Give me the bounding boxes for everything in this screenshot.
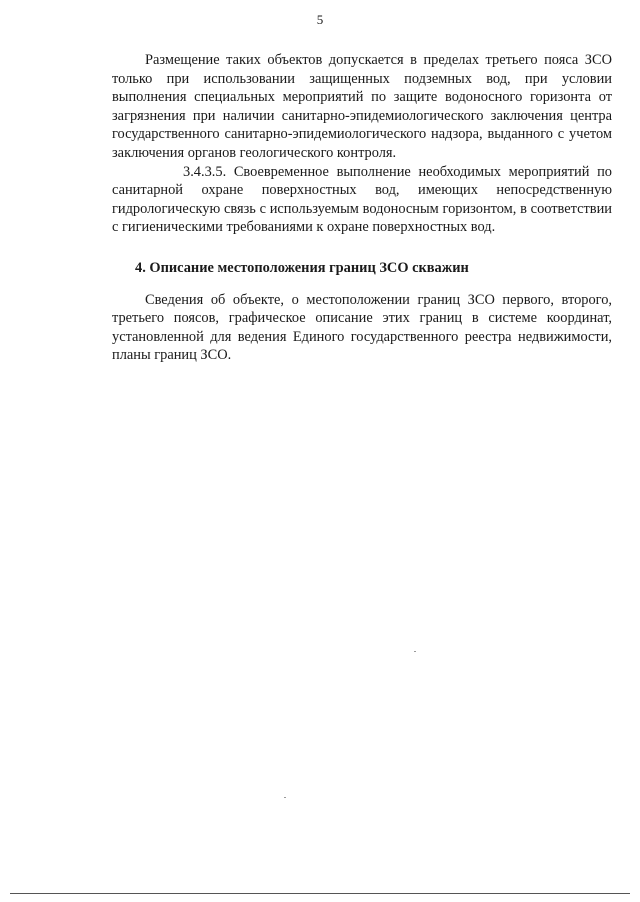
document-body [112, 51, 612, 365]
paragraph-zone-three-placement: Размещение таких объектов допускается в пределах третьего пояса ЗСО только при использовании защищенных подземных вод, при условии выполнения специальных мероприятий по защите водоносного горизонта от загрязнения при наличии санитарно-эпидемиологического заключения центра государственного санитарно-эпидемиологического надзора, выданного с учетом заключения органов геологического контроля. [112, 52, 612, 161]
paragraph-boundaries-info: Сведения об объекте, о местоположении границ ЗСО первого, второго, третьего поясов, графическое описание этих границ в системе координат, установленной для ведения Единого государственного реестра недвижимости, планы границ ЗСО. [112, 291, 612, 364]
section-heading: 4. Описание местоположения границ ЗСО скважин [135, 259, 469, 276]
page-number: 5 [316, 12, 324, 27]
scan-edge-line [10, 893, 630, 894]
paragraph-3-4-3-5: 3.4.3.5. Своевременное выполнение необходимых мероприятий по санитарной охране поверхностных вод, имеющих непосредственную гидрологическую связь с используемым водоносным горизонтом, в соответствии с гигиеническими требованиями к охране поверхностных вод. [112, 163, 612, 236]
scan-speck [414, 651, 416, 652]
scan-speck [284, 797, 286, 798]
